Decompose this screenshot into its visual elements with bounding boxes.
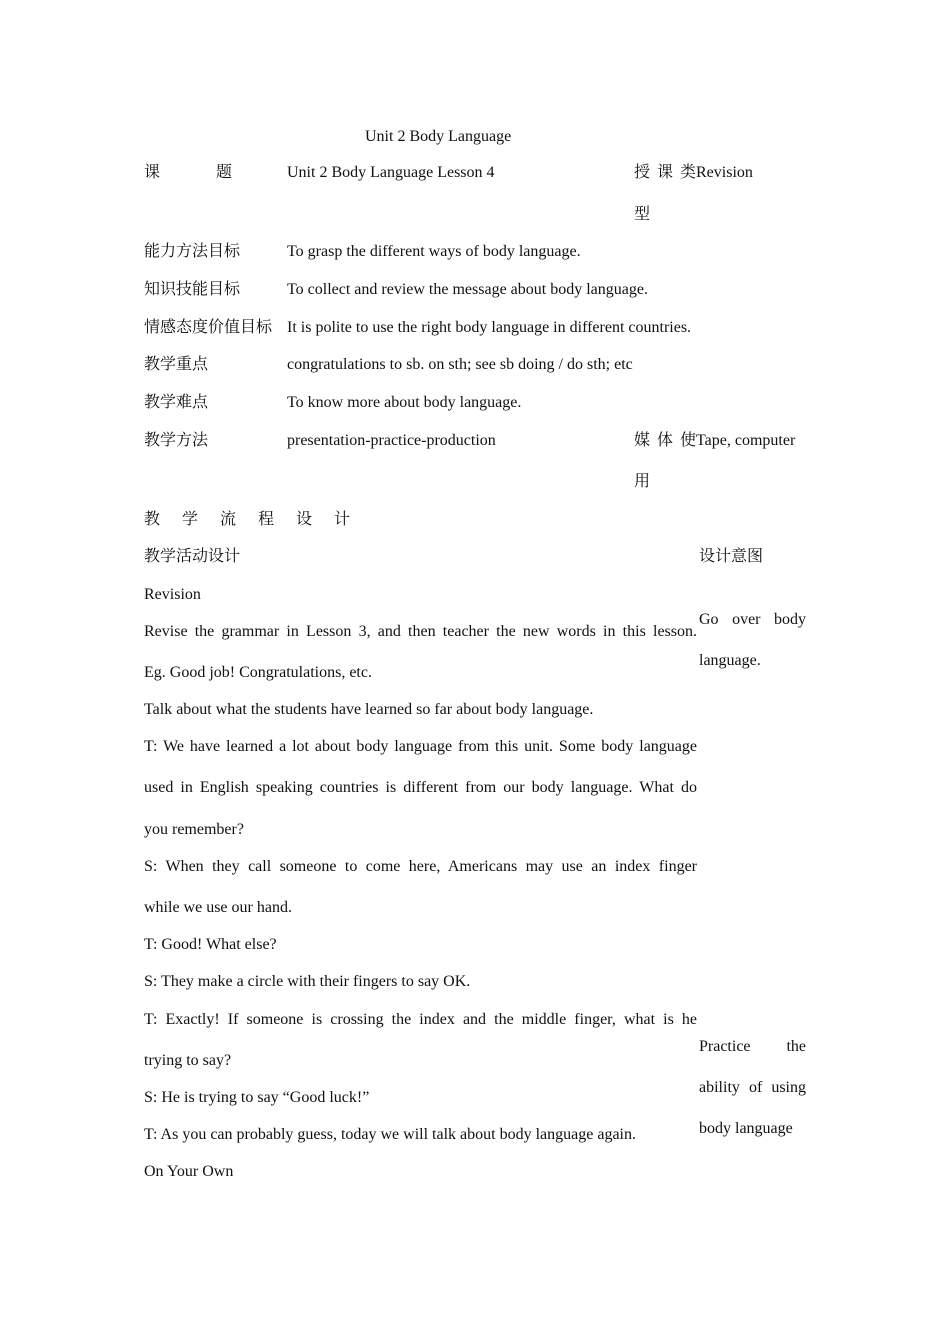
- paragraph-line: T: As you can probably guess, today we will talk about body language again.: [144, 1126, 636, 1143]
- document-title: Unit 2 Body Language: [365, 128, 512, 145]
- ability-goal-value: To grasp the different ways of body language.: [287, 243, 581, 260]
- lesson-type-label: 授 课 类: [634, 164, 696, 181]
- paragraph-line: you remember?: [144, 821, 244, 838]
- attitude-goal-label: 情感态度价值目标: [144, 319, 273, 336]
- paragraph-line: while we use our hand.: [144, 899, 292, 916]
- paragraph-line: T: We have learned a lot about body language from this unit. Some body language: [144, 738, 697, 755]
- media-label: 媒 体 使: [634, 432, 696, 449]
- difficulty-label: 教学难点: [144, 394, 209, 411]
- key-point-value: congratulations to sb. on sth; see sb doing / do sth; etc: [287, 356, 633, 373]
- paragraph-line: used in English speaking countries is different from our body language. What do: [144, 779, 697, 796]
- attitude-goal-value: It is polite to use the right body language in different countries.: [287, 319, 692, 336]
- paragraph-line: Revise the grammar in Lesson 3, and then teacher the new words in this lesson.: [144, 623, 697, 640]
- revision-heading: Revision: [144, 586, 201, 603]
- lesson-type-value: Revision: [696, 164, 753, 181]
- media-value: Tape, computer: [696, 432, 796, 449]
- knowledge-goal-label: 知识技能目标: [144, 281, 241, 298]
- knowledge-goal-value: To collect and review the message about body language.: [287, 281, 648, 298]
- topic-label: 课 题: [144, 164, 232, 181]
- process-heading: 教 学 流 程 设 计: [144, 511, 350, 528]
- paragraph-line: S: They make a circle with their fingers to say OK.: [144, 973, 471, 990]
- difficulty-value: To know more about body language.: [287, 394, 522, 411]
- paragraph-line: T: Good! What else?: [144, 936, 277, 953]
- media-label-cont: 用: [634, 473, 651, 490]
- method-label: 教学方法: [144, 432, 209, 449]
- paragraph-line: T: Exactly! If someone is crossing the index and the middle finger, what is he: [144, 1011, 697, 1028]
- intent-note: language.: [699, 652, 761, 669]
- lesson-type-label-cont: 型: [634, 206, 651, 223]
- ability-goal-label: 能力方法目标: [144, 243, 241, 260]
- paragraph-line: S: He is trying to say “Good luck!”: [144, 1089, 370, 1106]
- paragraph-line: S: When they call someone to come here, Americans may use an index finger: [144, 858, 697, 875]
- intent-heading: 设计意图: [699, 548, 764, 565]
- intent-note: ability of using: [699, 1079, 806, 1096]
- paragraph-line: Talk about what the students have learned so far about body language.: [144, 701, 594, 718]
- activity-heading: 教学活动设计: [144, 548, 241, 565]
- key-point-label: 教学重点: [144, 356, 209, 373]
- method-value: presentation-practice-production: [287, 432, 496, 449]
- paragraph-line: On Your Own: [144, 1163, 234, 1180]
- paragraph-line: Eg. Good job! Congratulations, etc.: [144, 664, 372, 681]
- intent-note: Practice the: [699, 1038, 806, 1055]
- intent-note: Go over body: [699, 611, 806, 628]
- topic-value: Unit 2 Body Language Lesson 4: [287, 164, 495, 181]
- intent-note: body language: [699, 1120, 793, 1137]
- paragraph-line: trying to say?: [144, 1052, 232, 1069]
